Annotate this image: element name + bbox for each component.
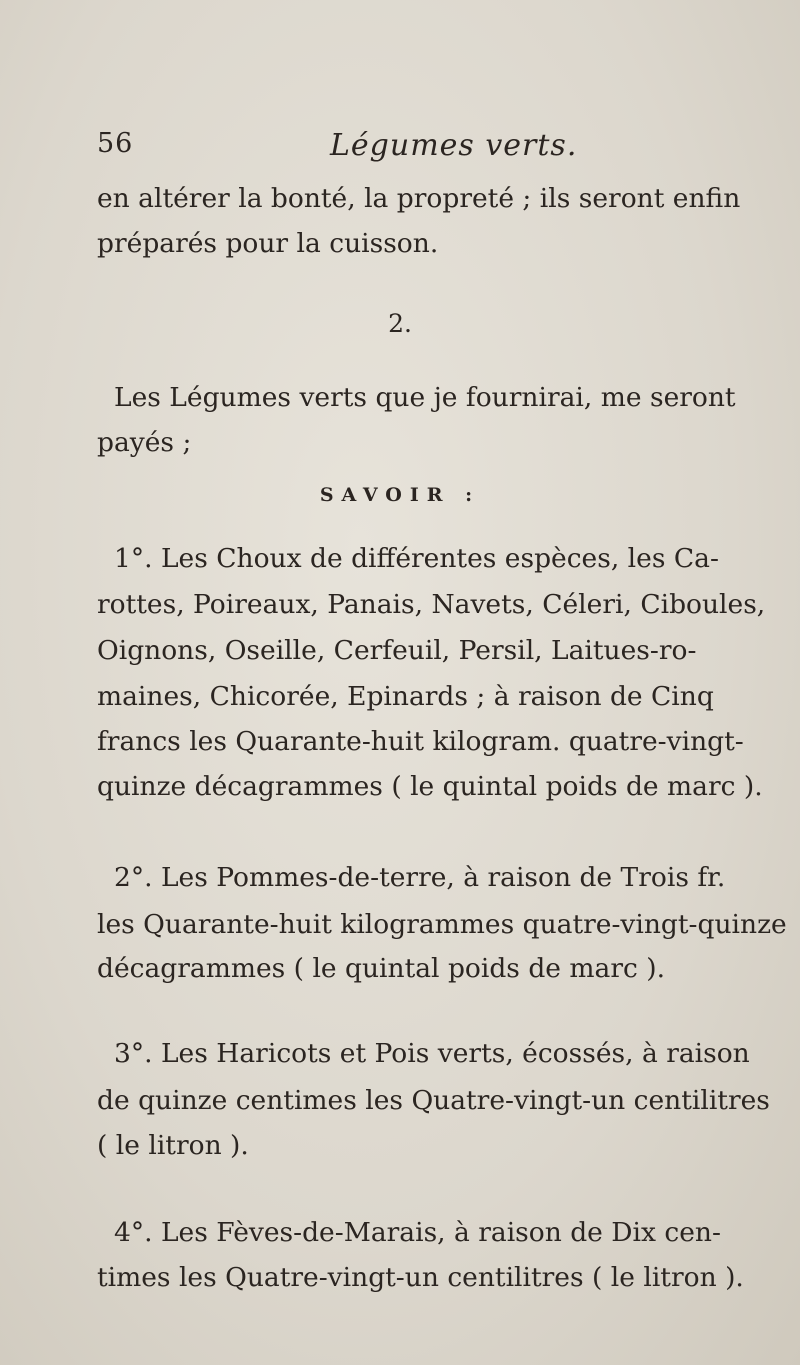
running-title: Légumes verts. [330, 128, 578, 163]
item-3-line-1: 3°. Les Haricots et Pois verts, écossés, à raison [114, 1038, 750, 1069]
section-number: 2. [388, 309, 412, 338]
item-4-line-1: 4°. Les Fèves-de-Marais, à raison de Dix cen- [114, 1217, 721, 1248]
item-3-line-3: ( le litron ). [97, 1130, 249, 1161]
item-2-line-3: décagrammes ( le quintal poids de marc ). [97, 953, 666, 984]
intro-line-1: en altérer la bonté, la propreté ; ils seront enfin [97, 183, 741, 214]
item-2-line-1: 2°. Les Pommes-de-terre, à raison de Trois fr. [114, 862, 726, 893]
payment-line-1: Les Légumes verts que je fournirai, me seront [114, 382, 736, 413]
intro-line-2: préparés pour la cuisson. [97, 228, 439, 259]
page-number: 56 [97, 128, 134, 159]
item-1-line-2: rottes, Poireaux, Panais, Navets, Céleri, Ciboules, [97, 589, 766, 620]
item-4-line-2: times les Quatre-vingt-un centilitres ( le litron ). [97, 1262, 744, 1293]
item-3-line-2: de quinze centimes les Quatre-vingt-un centilitres [97, 1085, 770, 1116]
item-1-line-4: maines, Chicorée, Epinards ; à raison de Cinq [97, 681, 714, 712]
item-1-line-3: Oignons, Oseille, Cerfeuil, Persil, Laitues-ro- [97, 635, 697, 666]
item-2-line-2: les Quarante-huit kilogrammes quatre-vingt-quinze [97, 909, 787, 940]
item-1-line-6: quinze décagrammes ( le quintal poids de marc ). [97, 771, 763, 802]
item-1-line-1: 1°. Les Choux de différentes espèces, les Ca- [114, 543, 719, 574]
savoir-heading: SAVOIR : [319, 484, 481, 506]
payment-line-2: payés ; [97, 427, 192, 458]
page-header [97, 128, 717, 168]
item-1-line-5: francs les Quarante-huit kilogram. quatre-vingt- [97, 726, 744, 757]
